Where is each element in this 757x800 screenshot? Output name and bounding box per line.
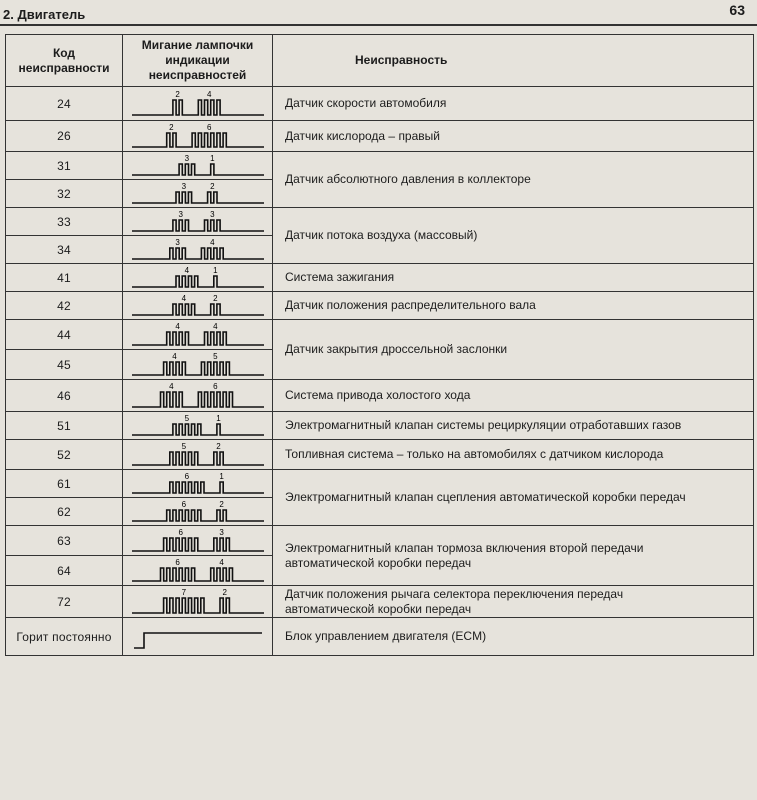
- blink-pattern-cell: [123, 208, 273, 236]
- section-title: 2. Двигатель: [3, 7, 86, 22]
- fault-description-cell: [273, 264, 754, 292]
- fault-description: Топливная система – только на автомобилях с датчиком кислорода: [285, 447, 664, 461]
- fault-code-cell: [6, 470, 123, 498]
- blink-pattern-cell: [123, 320, 273, 350]
- fault-description-cell: [273, 292, 754, 320]
- code-column-header: [6, 35, 123, 87]
- fault-description-cell: [273, 412, 754, 440]
- blink-count-label: 4: [184, 265, 189, 275]
- blink-pattern-cell: [123, 498, 273, 526]
- blink-pattern-cell: [123, 380, 273, 412]
- blink-pattern-cell: [123, 292, 273, 320]
- blink-count-label: 3: [181, 181, 186, 191]
- blink-pattern-cell: [123, 586, 273, 618]
- table-row: [6, 470, 754, 498]
- code-header-line: Код: [52, 45, 76, 60]
- fault-code: 51: [57, 418, 71, 433]
- fault-description: Датчик абсолютного давления в коллекторе: [285, 172, 531, 186]
- fault-code-cell: [6, 556, 123, 586]
- fault-description: Датчик потока воздуха (массовый): [285, 228, 478, 242]
- fault-code-cell: [6, 87, 123, 121]
- fault-description-cell: [273, 87, 754, 121]
- blink-count-label: 6: [174, 557, 180, 567]
- blink-pattern-cell: [123, 236, 273, 264]
- fault-code-cell: [6, 412, 123, 440]
- blink-pattern-graphic: [130, 210, 266, 234]
- fault-code-cell: [6, 236, 123, 264]
- blink-pattern-graphic: [130, 558, 266, 584]
- fault-code-cell: [6, 526, 123, 556]
- blink-pattern-graphic: [130, 500, 266, 524]
- fault-code-cell: [6, 180, 123, 208]
- fault-code-cell: [6, 208, 123, 236]
- fault-description: Датчик закрытия дроссельной заслонки: [285, 342, 508, 356]
- blink-waveform: [132, 510, 264, 521]
- fault-description: Датчик скорости автомобиля: [285, 96, 447, 110]
- blink-waveform: [132, 164, 264, 175]
- blink-count-label: 3: [177, 209, 183, 219]
- blink-count-label: 3: [218, 527, 224, 537]
- fault-description: Датчик кислорода – правый: [285, 128, 440, 143]
- blink-pattern-graphic: [130, 472, 266, 496]
- blink-pattern-graphic: [130, 294, 266, 318]
- blink-count-label: 4: [206, 89, 211, 99]
- fault-description: автоматической коробки передач: [285, 555, 472, 570]
- blink-waveform: [132, 100, 264, 115]
- table-row: [6, 264, 754, 292]
- fault-description-cell: [273, 440, 754, 470]
- blink-count-label: 4: [174, 321, 180, 331]
- blink-pattern-cell: [123, 350, 273, 380]
- fault-code-cell: [6, 320, 123, 350]
- fault-code-cell: [6, 121, 123, 152]
- fault-code: 61: [57, 476, 71, 491]
- fault-code: 52: [57, 447, 71, 462]
- blink-count-label: 4: [218, 557, 224, 567]
- blink-waveform: [132, 220, 264, 231]
- fault-column-header: Неисправность: [273, 35, 754, 87]
- blink-waveform: [132, 482, 264, 493]
- blink-pattern-cell: [123, 152, 273, 180]
- fault-code-table: [5, 34, 754, 656]
- blink-count-label: 5: [212, 351, 218, 361]
- pattern-header-line: индикации: [165, 53, 230, 67]
- blink-count-label: 6: [181, 499, 186, 509]
- blink-count-label: 6: [212, 381, 218, 391]
- fault-code: 34: [57, 242, 71, 257]
- blink-waveform: [132, 452, 264, 465]
- blink-count-label: 7: [181, 587, 186, 597]
- table-row: [6, 618, 754, 656]
- fault-code-cell: [6, 440, 123, 470]
- blink-count-label: 2: [209, 181, 215, 191]
- blink-waveform: [132, 538, 264, 551]
- pattern-column-header: [123, 35, 273, 87]
- blink-count-label: 2: [174, 89, 180, 99]
- blink-pattern-graphic: [130, 182, 266, 206]
- fault-code: 26: [57, 129, 71, 143]
- blink-waveform: [132, 598, 264, 613]
- fault-description-cell: [273, 470, 754, 526]
- fault-code: 24: [57, 96, 71, 111]
- table-row: [6, 152, 754, 180]
- blink-pattern-cell: [123, 180, 273, 208]
- fault-description-cell: [273, 618, 754, 656]
- blink-count-label: 2: [221, 587, 227, 597]
- blink-pattern-graphic: [130, 322, 266, 348]
- fault-description: Электромагнитный клапан тормоза включения второй передачи: [285, 540, 644, 555]
- fault-code: Горит постоянно: [16, 629, 112, 644]
- blink-count-label: 6: [184, 471, 189, 481]
- blink-count-label: 4: [212, 321, 218, 331]
- fault-description-cell: [273, 121, 754, 152]
- pattern-header-line: Мигание лампочки: [141, 38, 254, 52]
- blink-waveform: [132, 304, 264, 315]
- blink-count-label: 5: [181, 441, 186, 451]
- fault-description: Система привода холостого хода: [285, 388, 471, 402]
- blink-waveform: [132, 276, 264, 287]
- blink-waveform: [132, 332, 264, 345]
- table-header-row: [6, 35, 754, 87]
- fault-description-cell: [273, 320, 754, 380]
- blink-count-label: 4: [209, 237, 215, 247]
- fault-code-cell: [6, 498, 123, 526]
- fault-code: 32: [57, 186, 71, 201]
- fault-description: Электромагнитный клапан системы рециркуляции отработавших газов: [285, 418, 682, 432]
- blink-count-label: 1: [212, 265, 218, 275]
- fault-description: Система зажигания: [285, 270, 395, 284]
- blink-waveform: [132, 248, 264, 259]
- table-row: [6, 292, 754, 320]
- fault-description-cell: [273, 586, 754, 618]
- blink-count-label: 1: [218, 471, 224, 481]
- blink-count-label: 4: [171, 351, 177, 361]
- blink-waveform: [132, 192, 264, 203]
- blink-pattern-cell: [123, 618, 273, 656]
- fault-code: 45: [57, 357, 71, 372]
- fault-description-cell: [273, 152, 754, 208]
- fault-code: 31: [57, 158, 71, 173]
- table-row: [6, 121, 754, 152]
- fault-description: Датчик положения распределительного вала: [285, 298, 536, 312]
- blink-waveform: [134, 633, 262, 648]
- blink-pattern-graphic: [130, 154, 266, 178]
- blink-waveform: [132, 424, 264, 435]
- blink-count-label: 2: [215, 441, 221, 451]
- fault-code: 46: [57, 388, 71, 403]
- blink-count-label: 3: [209, 209, 215, 219]
- blink-pattern-graphic: [130, 414, 266, 438]
- blink-pattern-graphic: [130, 528, 266, 554]
- fault-description-cell: [273, 208, 754, 264]
- fault-description-cell: [273, 526, 754, 586]
- blink-pattern-cell: [123, 556, 273, 586]
- blink-pattern-graphic: [130, 123, 266, 150]
- blink-pattern-cell: [123, 87, 273, 121]
- page-number: 63: [729, 2, 745, 18]
- pattern-header-line: неисправностей: [148, 68, 247, 82]
- blink-pattern-graphic: [130, 588, 266, 616]
- fault-code: 33: [57, 214, 71, 229]
- table-row: [6, 412, 754, 440]
- blink-count-label: 4: [181, 293, 186, 303]
- blink-pattern-graphic: [130, 623, 266, 651]
- fault-code-cell: [6, 264, 123, 292]
- blink-waveform: [132, 362, 264, 375]
- fault-description-cell: [273, 380, 754, 412]
- blink-pattern-graphic: [130, 266, 266, 290]
- blink-count-label: 2: [168, 122, 174, 132]
- fault-code-cell: [6, 586, 123, 618]
- blink-waveform: [132, 568, 264, 581]
- fault-code: 42: [57, 298, 71, 313]
- blink-pattern-cell: [123, 264, 273, 292]
- blink-waveform: [132, 133, 264, 147]
- blink-waveform: [132, 392, 264, 407]
- fault-code-cell: [6, 152, 123, 180]
- fault-code-cell: [6, 350, 123, 380]
- blink-count-label: 4: [168, 381, 174, 391]
- blink-count-label: 3: [174, 237, 180, 247]
- fault-code: 62: [57, 504, 71, 519]
- fault-code-cell: [6, 618, 123, 656]
- fault-code: 64: [57, 563, 71, 578]
- fault-description: Датчик положения рычага селектора переключения передач: [285, 586, 624, 601]
- fault-code: 44: [57, 327, 71, 342]
- table-row: [6, 440, 754, 470]
- fault-code-cell: [6, 292, 123, 320]
- blink-count-label: 5: [184, 413, 189, 423]
- table-row: [6, 586, 754, 618]
- blink-count-label: 6: [206, 122, 211, 132]
- table-row: [6, 320, 754, 350]
- blink-pattern-graphic: [130, 382, 266, 410]
- table-row: [6, 208, 754, 236]
- blink-count-label: 6: [177, 527, 183, 537]
- fault-description: Электромагнитный клапан сцепления автоматической коробки передач: [285, 490, 686, 504]
- table-row: [6, 526, 754, 556]
- blink-pattern-cell: [123, 526, 273, 556]
- blink-pattern-cell: [123, 121, 273, 152]
- code-header-line: неисправности: [18, 60, 110, 75]
- table-body: [6, 87, 754, 656]
- blink-count-label: 3: [184, 153, 189, 163]
- blink-count-label: 1: [215, 413, 221, 423]
- fault-description: Блок управлением двигателя (ECM): [285, 629, 487, 643]
- blink-count-label: 1: [209, 153, 215, 163]
- blink-pattern-cell: [123, 440, 273, 470]
- blink-pattern-graphic: [130, 442, 266, 468]
- blink-pattern-graphic: [130, 238, 266, 262]
- blink-pattern-graphic: [130, 90, 266, 118]
- blink-count-label: 2: [212, 293, 218, 303]
- fault-code: 72: [57, 594, 71, 609]
- table-row: [6, 380, 754, 412]
- blink-pattern-cell: [123, 470, 273, 498]
- fault-code: 41: [57, 270, 71, 285]
- blink-count-label: 2: [218, 499, 224, 509]
- table-row: [6, 87, 754, 121]
- blink-pattern-graphic: [130, 352, 266, 378]
- blink-pattern-cell: [123, 412, 273, 440]
- header-rule: [0, 24, 757, 26]
- fault-code: 63: [57, 533, 71, 548]
- fault-code-cell: [6, 380, 123, 412]
- fault-description: автоматической коробки передач: [285, 601, 472, 616]
